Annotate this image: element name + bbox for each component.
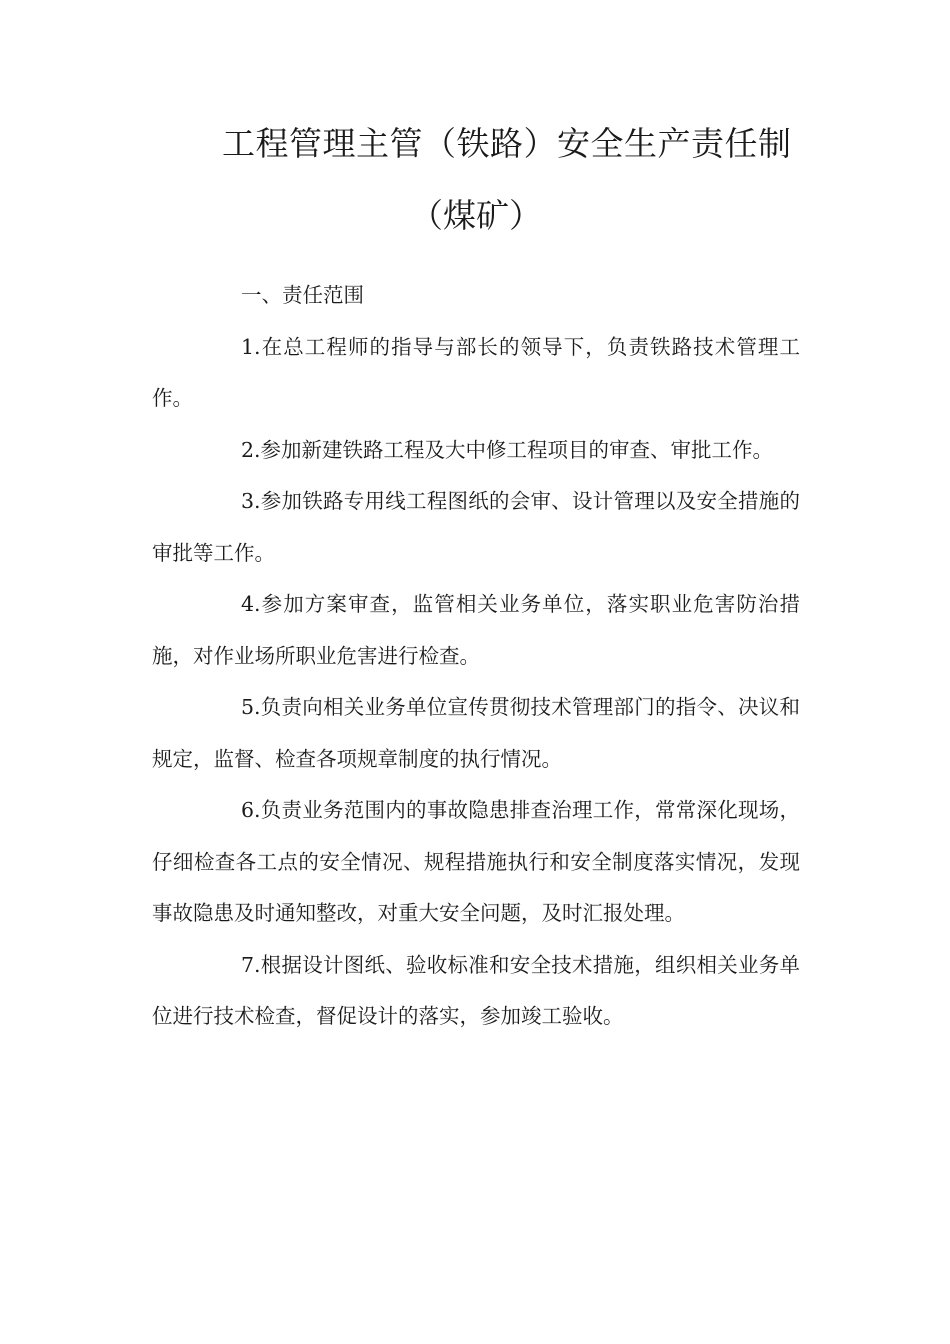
paragraph-4: 4.参加方案审查，监管相关业务单位，落实职业危害防治措施，对作业场所职业危害进行检查。 — [152, 592, 800, 668]
paragraph-3: 3.参加铁路专用线工程图纸的会审、设计管理以及安全措施的审批等工作。 — [152, 489, 800, 565]
paragraph-6: 6.负责业务范围内的事故隐患排查治理工作，常常深化现场，仔细检查各工点的安全情况、规程措施执行和安全制度落实情况，发现事故隐患及时通知整改，对重大安全问题，及时汇报处理。 — [152, 798, 800, 925]
paragraph-5: 5.负责向相关业务单位宣传贯彻技术管理部门的指令、决议和规定，监督、检查各项规章制度的执行情况。 — [152, 695, 800, 771]
paragraph-1: 1.在总工程师的指导与部长的领导下，负责铁路技术管理工作。 — [152, 334, 800, 410]
paragraph-2: 2.参加新建铁路工程及大中修工程项目的审查、审批工作。 — [241, 437, 774, 462]
paragraph-7: 7.根据设计图纸、验收标准和安全技术措施，组织相关业务单位进行技术检查，督促设计的落实，参加竣工验收。 — [152, 952, 800, 1028]
document-subtitle: （煤矿） — [410, 196, 542, 235]
section-heading: 一、责任范围 — [241, 283, 364, 307]
document-title: 工程管理主管（铁路）安全生产责任制 — [222, 124, 792, 163]
document-body — [152, 270, 800, 1043]
